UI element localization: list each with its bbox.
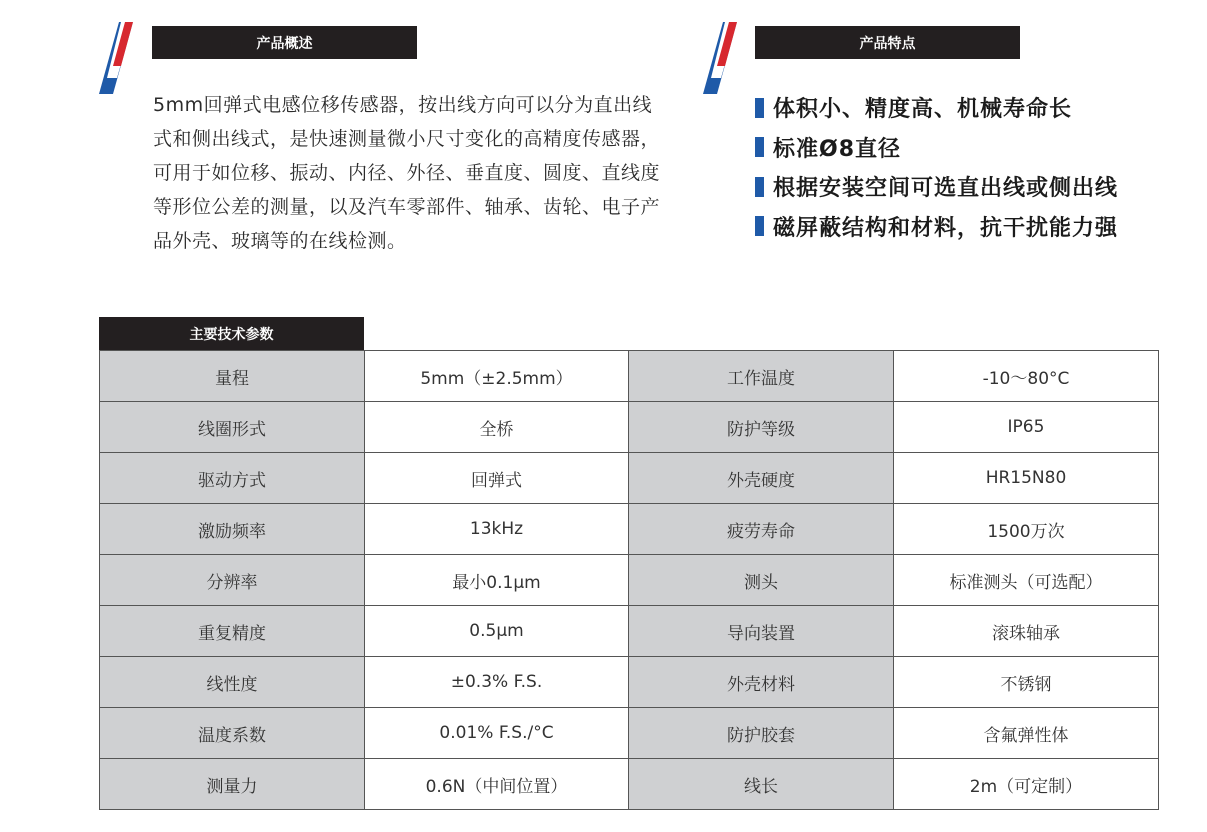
params-title: [99, 317, 364, 351]
features-title: [755, 26, 1020, 59]
param-value: IP65: [894, 402, 1159, 453]
feature-text: 根据安装空间可选直出线或侧出线: [773, 176, 1119, 202]
param-value: 0.01% F.S./°C: [365, 708, 629, 759]
param-value: 不锈钢: [894, 657, 1159, 708]
param-label: 激励频率: [100, 504, 365, 555]
decorative-stripe-right: [703, 22, 737, 94]
bullet-icon: [755, 177, 764, 197]
param-value: HR15N80: [894, 453, 1159, 504]
param-value: 全桥: [365, 402, 629, 453]
table-row: [100, 453, 1159, 504]
features-title-text: 产品特点: [859, 35, 916, 52]
table-row: [100, 759, 1159, 810]
feature-item: [755, 88, 1118, 128]
param-label: 工作温度: [629, 351, 894, 402]
feature-item: [755, 167, 1118, 207]
param-value: 2m（可定制）: [894, 759, 1159, 810]
table-row: [100, 606, 1159, 657]
param-label: 线圈形式: [100, 402, 365, 453]
param-value: ±0.3% F.S.: [365, 657, 629, 708]
param-value: 最小0.1μm: [365, 555, 629, 606]
param-value: 13kHz: [365, 504, 629, 555]
table-row: [100, 402, 1159, 453]
param-value: -10～80°C: [894, 351, 1159, 402]
bullet-icon: [755, 137, 764, 157]
param-value: 1500万次: [894, 504, 1159, 555]
feature-text: 体积小、精度高、机械寿命长: [773, 97, 1073, 123]
param-label: 外壳材料: [629, 657, 894, 708]
param-label: 量程: [100, 351, 365, 402]
bullet-icon: [755, 216, 764, 236]
decorative-stripe-left: [99, 22, 133, 94]
overview-text: 5mm回弹式电感位移传感器，按出线方向可以分为直出线式和侧出线式，是快速测量微小尺寸变化的高精度传感器，可用于如位移、振动、内径、外径、垂直度、圆度、直线度等形位公差的测量，以及汽车零部件、轴承、齿轮、电子产品外壳、玻璃等的在线检测。: [153, 94, 661, 252]
param-label: 导向装置: [629, 606, 894, 657]
table-row: [100, 657, 1159, 708]
param-value: 0.6N（中间位置）: [365, 759, 629, 810]
param-label: 防护胶套: [629, 708, 894, 759]
param-value: 滚珠轴承: [894, 606, 1159, 657]
param-label: 驱动方式: [100, 453, 365, 504]
params-title-text: 主要技术参数: [189, 327, 274, 343]
param-label: 防护等级: [629, 402, 894, 453]
feature-text: 磁屏蔽结构和材料，抗干扰能力强: [773, 215, 1119, 241]
table-row: [100, 555, 1159, 606]
bullet-icon: [755, 98, 764, 118]
table-row: [100, 708, 1159, 759]
overview-title-text: 产品概述: [256, 35, 313, 52]
param-value: 含氟弹性体: [894, 708, 1159, 759]
param-value: 5mm（±2.5mm）: [365, 351, 629, 402]
param-label: 线长: [629, 759, 894, 810]
table-row: [100, 351, 1159, 402]
param-value: 回弹式: [365, 453, 629, 504]
feature-text: 标准Ø8直径: [773, 136, 902, 162]
param-label: 疲劳寿命: [629, 504, 894, 555]
feature-item: [755, 207, 1118, 247]
param-label: 分辨率: [100, 555, 365, 606]
features-list: [755, 88, 1118, 246]
param-label: 线性度: [100, 657, 365, 708]
param-label: 测量力: [100, 759, 365, 810]
table-row: [100, 504, 1159, 555]
param-label: 温度系数: [100, 708, 365, 759]
overview-title: [152, 26, 417, 59]
param-label: 测头: [629, 555, 894, 606]
param-value: 0.5μm: [365, 606, 629, 657]
param-label: 重复精度: [100, 606, 365, 657]
param-label: 外壳硬度: [629, 453, 894, 504]
params-table: [99, 350, 1159, 810]
feature-item: [755, 128, 1118, 168]
param-value: 标准测头（可选配）: [894, 555, 1159, 606]
